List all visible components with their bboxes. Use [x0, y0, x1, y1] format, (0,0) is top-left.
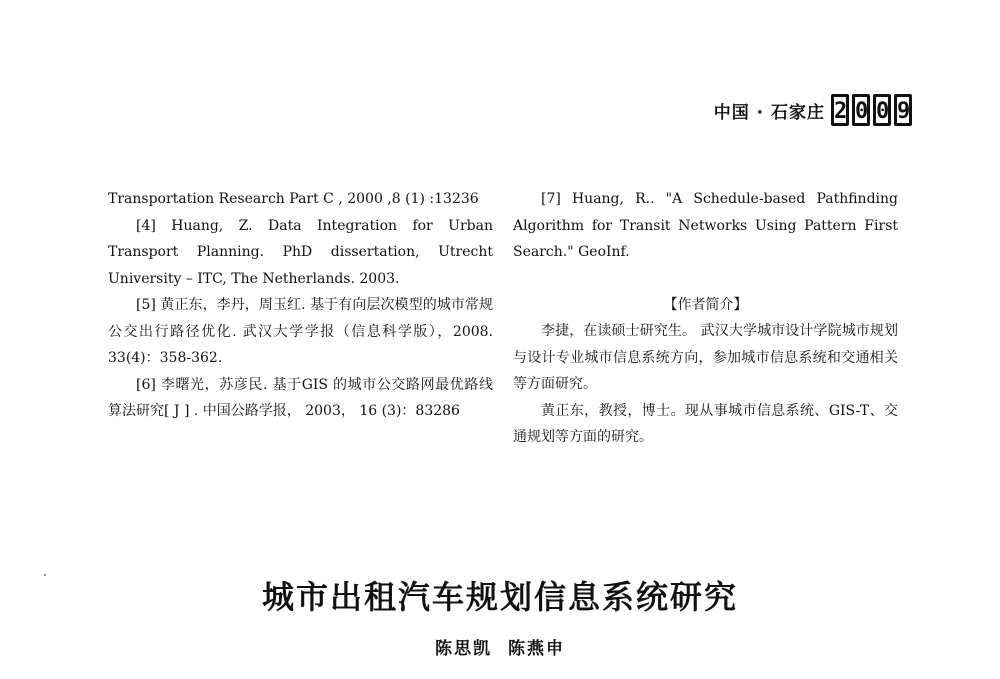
year-digit: 2: [831, 94, 849, 126]
conference-year: [831, 94, 912, 126]
year-digit: 0: [873, 94, 891, 126]
author-intro-heading: 【作者简介】: [663, 296, 748, 313]
reference-continuation: Transportation Research Part C , 2000 ,8 (1) :13236: [108, 191, 479, 207]
year-digit: 9: [894, 94, 912, 126]
author-intro-1: 李捷，在读硕士研究生。 武汉大学城市设计学院城市规划与设计专业城市信息系统方向，参加城市信息系统和交通相关等方面研究。: [513, 323, 898, 392]
reference-6: [6] 李曙光，苏彦民. 基于GIS 的城市公交路网最优路线算法研究[ J ] . 中国公路学报， 2003， 16 (3)：83286: [108, 376, 493, 419]
right-column: [513, 186, 898, 451]
conference-header: [0, 88, 912, 132]
conference-location: 中国 · 石家庄: [713, 102, 825, 123]
article-authors: 陈思凯 陈燕申: [435, 639, 565, 659]
reference-7: [7] Huang, R.. "A Schedule-based Pathfinding Algorithm for Transit Networks Using Pattern First Search." GeoInf.: [513, 191, 898, 260]
article-title: 城市出租汽车规划信息系统研究: [261, 578, 738, 616]
author-intro-2: 黄正东，教授，博士。现从事城市信息系统、GIS-T、交通规划等方面的研究。: [513, 402, 898, 445]
reference-4: [4] Huang, Z. Data Integration for Urban Transport Planning. PhD dissertation, Utrecht University – ITC, The Netherlands. 2003.: [108, 217, 493, 287]
left-column: [108, 186, 493, 425]
year-digit: 0: [852, 94, 870, 126]
reference-5: [5] 黄正东，李丹，周玉红. 基于有向层次模型的城市常规公交出行路径优化. 武汉大学学报（信息科学版），2008. 33(4)：358-362.: [108, 297, 493, 366]
